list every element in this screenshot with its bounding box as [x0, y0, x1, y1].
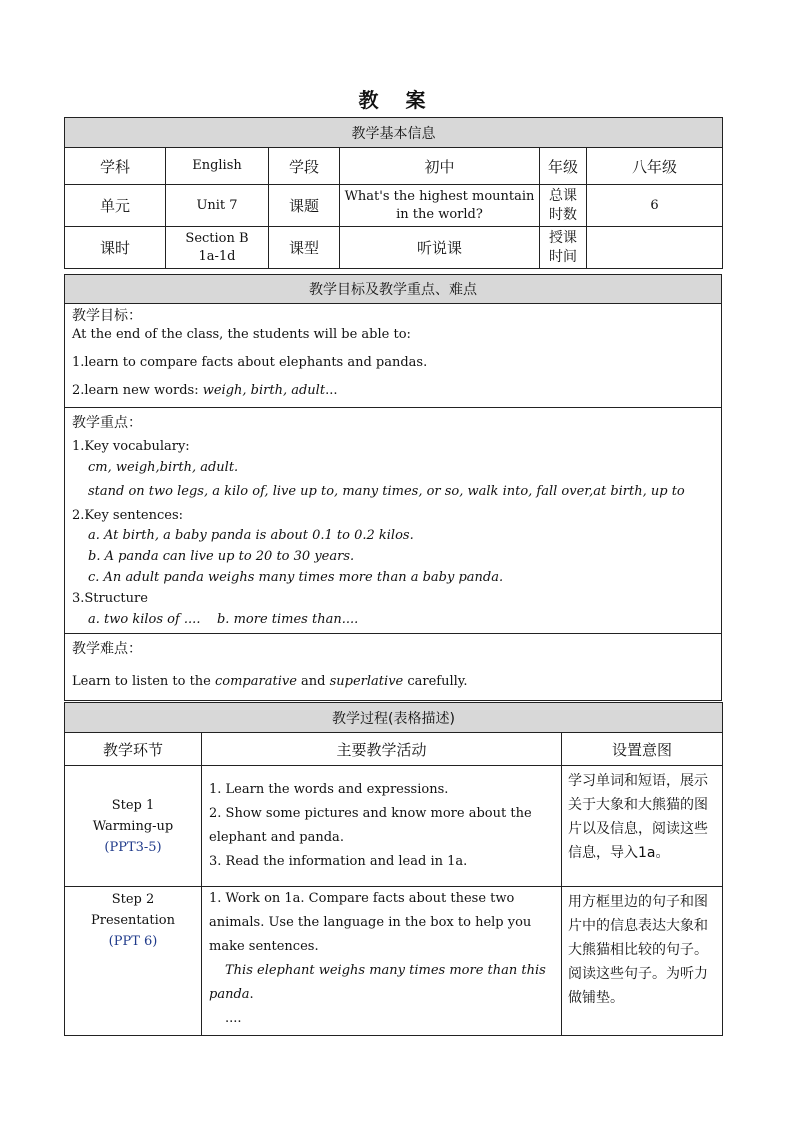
difficulty-section	[65, 634, 722, 701]
basic-info-header: 教学基本信息	[65, 118, 723, 148]
sentence-c: c. An adult panda weighs many times more than a baby panda.	[88, 570, 504, 585]
step-1-intent: 学习单词和短语，展示关于大象和大熊猫的图片以及信息，阅读这些信息，导入1a。	[562, 766, 723, 887]
step-2-activity-5: panda.	[209, 987, 254, 1002]
period-line-2: 1a-1d	[198, 248, 236, 264]
step-1-number: Step 1	[111, 797, 155, 813]
teaching-goals-heading: 教学目标：	[72, 308, 142, 324]
teaching-time-label	[540, 227, 587, 269]
step-2-activity-4: This elephant weighs many times more than this	[225, 963, 546, 978]
goal-item-2-prefix: 2.learn new words:	[72, 383, 203, 398]
step-1-cell	[65, 766, 202, 887]
process-table	[64, 702, 723, 1036]
step-2-activity-1: 1. Work on 1a. Compare facts about these two	[209, 891, 515, 906]
step-1-activity-1: 1. Learn the words and expressions.	[209, 782, 449, 797]
difficulty-post: carefully.	[403, 674, 468, 689]
lesson-type-value: 听说课	[340, 227, 540, 269]
goal-item-2	[72, 382, 714, 400]
step-2-activity-5-text: panda	[209, 987, 250, 1002]
goal-item-2-words: weigh, birth, adult	[202, 383, 326, 398]
vocab-line-2: stand on two legs, a kilo of, live up to, many times, or so, walk into, fall over,at birth, up to	[88, 484, 685, 499]
objectives-header: 教学目标及教学重点、难点	[65, 275, 722, 304]
teaching-goals-section	[65, 304, 722, 408]
step-1-name: Warming-up	[92, 818, 174, 834]
difficulty-word-1: comparative	[215, 674, 297, 689]
step-2-name: Presentation	[91, 913, 175, 928]
period-value	[166, 227, 269, 269]
step-2-activity-3: make sentences.	[209, 939, 319, 954]
stage-label: 学段	[269, 148, 340, 185]
difficulty-pre: Learn to listen to the	[72, 674, 215, 689]
key-points-section	[65, 408, 722, 634]
sentence-a: a. At birth, a baby panda is about 0.1 to 0.2 kilos.	[88, 528, 414, 543]
structure-a: a. two kilos of ....	[88, 612, 201, 627]
document-title: 教 案	[358, 88, 436, 112]
topic-label: 课题	[269, 185, 340, 227]
process-col-stage: 教学环节	[65, 733, 202, 766]
goal-item-1: 1.learn to compare facts about elephants and pandas.	[72, 355, 428, 370]
grade-label: 年级	[540, 148, 587, 185]
goals-intro: At the end of the class, the students will be able to:	[72, 327, 411, 342]
structure-label: 3.Structure	[72, 591, 148, 606]
period-line-1: Section B	[185, 230, 249, 246]
lesson-type-label: 课型	[269, 227, 340, 269]
step-1-activity-3: elephant and panda.	[209, 830, 344, 845]
topic-value	[340, 185, 540, 227]
unit-label: 单元	[65, 185, 166, 227]
teaching-time-value	[587, 227, 723, 269]
step-1-ppt: (PPT3-5)	[104, 839, 162, 855]
stage-value: 初中	[340, 148, 540, 185]
total-hours-value: 6	[587, 185, 723, 227]
difficulty-word-2: superlative	[329, 674, 404, 689]
step-2-activities	[202, 887, 562, 1036]
step-2-intent: 用方框里边的句子和图片中的信息表达大象和大熊猫相比较的句子。阅读这些句子。为听力做铺垫。	[562, 887, 723, 1036]
step-2-number: Step 2	[111, 892, 155, 907]
total-hours-label	[540, 185, 587, 227]
difficulty-mid: and	[296, 674, 330, 689]
difficulty-text	[72, 673, 714, 691]
sentences-label: 2.Key sentences:	[72, 508, 183, 523]
goal-item-2-suffix: ...	[325, 383, 338, 398]
step-1-activity-4: 3. Read the information and lead in 1a.	[209, 854, 468, 869]
subject-value: English	[166, 148, 269, 185]
teaching-time-label-2: 时间	[549, 248, 577, 265]
unit-value: Unit 7	[166, 185, 269, 227]
step-2-cell	[65, 887, 202, 1036]
process-header: 教学过程(表格描述)	[65, 703, 723, 733]
step-2-activity-6: ....	[225, 1011, 242, 1026]
difficulty-heading: 教学难点：	[72, 641, 142, 657]
step-1-activities	[202, 766, 562, 887]
process-col-intent: 设置意图	[562, 733, 723, 766]
teaching-time-label-1: 授课	[549, 229, 577, 246]
topic-line-1: What's the highest mountain	[344, 188, 535, 204]
process-col-activities: 主要教学活动	[202, 733, 562, 766]
structure-b: b. more times than....	[216, 612, 359, 627]
step-1-activity-2: 2. Show some pictures and know more about the	[209, 806, 532, 821]
objectives-table	[64, 274, 722, 701]
structure-items	[72, 611, 714, 629]
total-hours-label-1: 总课	[549, 187, 577, 204]
step-2-ppt: (PPT 6)	[108, 934, 158, 949]
topic-line-2: in the world?	[396, 206, 483, 222]
total-hours-label-2: 时数	[549, 206, 577, 223]
key-points-heading: 教学重点：	[72, 415, 142, 431]
sentence-b: b. A panda can live up to 20 to 30 years.	[88, 549, 355, 564]
period-label: 课时	[65, 227, 166, 269]
basic-info-table	[64, 117, 723, 269]
grade-value: 八年级	[587, 148, 723, 185]
step-2-activity-2: animals. Use the language in the box to help you	[209, 915, 532, 930]
vocab-line-1: cm, weigh,birth, adult.	[88, 460, 239, 475]
subject-label: 学科	[65, 148, 166, 185]
vocab-label: 1.Key vocabulary:	[72, 439, 190, 454]
